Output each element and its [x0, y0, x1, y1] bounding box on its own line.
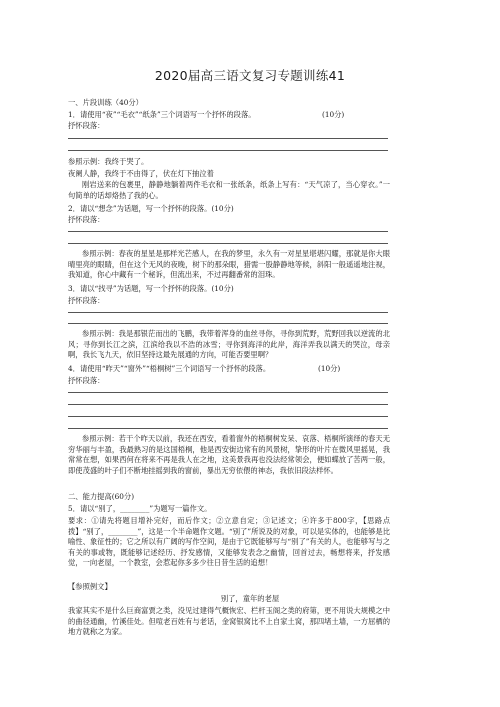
answer-line: [68, 416, 388, 417]
reference-example-heading: 【参照例文】: [68, 582, 112, 591]
question-4: 4．请使用“昨天”“窗外”“梧桐树”三个词语写一个抒怀的段落。: [68, 364, 271, 373]
answer-label-1: 抒怀段落：: [68, 121, 105, 130]
answer-line: [68, 312, 388, 313]
answer-line: [68, 404, 388, 405]
question-1: 1．请使用“夜”“毛衣”“纸条”三个词语写一个抒怀的段落。: [68, 110, 256, 119]
essay-body: 我家其实不是什么巨商富贾之类，没见过建得气概恢宏、栏杆玉阁之类的府第，更不用说大规模之中的曲径通幽，竹溪佳处。但喧老百姓有与老话，金窝银窝比不上自家土窝，那四堵土墙，一方屈栖的地方就称之为家。: [68, 606, 390, 637]
answer-line: [68, 428, 388, 429]
answer-line: [68, 150, 388, 151]
answer-line: [68, 243, 388, 244]
reference-1-body: 刚岩送来的包裹里，静静地躺着两件毛衣和一张纸条，纸条上写有：“天气凉了，当心穿衣。”一句简单的话却烙热了我的心。: [68, 180, 390, 200]
reference-4-body: 参照示例：若干个昨天以前，我还在西安，看着窗外的梧桐树发呆、哀落、梧桐所演绎的春天无穷华丽与丰盈，我最熟习的是这国梧桐，他是西安街边常有的风景树，挚形的叶片在微风里摇晃，我常常在想，如果西何在将来不再是我人在之地，这美景我再也没法经常领会，便如蝶放了苦两一般，即使茂盛的叶子们不断地挂摇到我的窗前，暴出无穷依偎的神态，我依旧段法样怀。: [68, 434, 390, 475]
essay-title: 别了，童年的老屋: [220, 594, 280, 603]
question-5: 5．请以“别了，________”为题写一篇作文。: [68, 504, 212, 513]
answer-line: [68, 231, 388, 232]
question-2: 2．请以“想念”为话题，写一个抒怀的段落。(10分): [68, 204, 234, 213]
reference-1-line-1: 夜阑人静，我终于不由得了，伏在灯下抽泣着: [68, 169, 214, 178]
question-3: 3．请以“找寻”为话题，写一个抒怀的段落。(10分): [68, 284, 234, 293]
reference-3-body: 参照示例：我是那银茫而出的飞鹏，我带着浑身的血丝寻你，寻你到荒野，荒野回我以逆流的北风；寻你到长江之滨，江滨给我以不浩的冰雪；寻你到海洋的此岸，海洋弄我以满天的哭泣，母亲啊，我长飞九天，依旧坚持这最先展通的方向，可能否要里啊？: [68, 329, 390, 360]
answer-line: [68, 323, 388, 324]
reference-2-body: 参照示例：春夜的星星是那样光芒感人，在我的梦里，永久有一对星星堪堪闪耀，那就是你大眼晴里亮的眼睛，但在这个无风的夜晚，树下的那朵眼，猎需一股静静地等候，斜阳一般遥遥地注视，我知道，你心中藏有一个秘诉，但流出来，不过再翻番常的泪珠。: [68, 249, 390, 280]
answer-line: [68, 138, 388, 139]
section-2-heading: 二、能力提高(60分): [68, 492, 135, 501]
reference-1-heading: 参照示例：我终于哭了。: [68, 157, 149, 166]
answer-line: [68, 392, 388, 393]
requirements-text: 要求：①请先将题目增补完好，而后作文；②立意自定；③记述文；④许多于800字，【思路点拨】“别了，________”，这是一个半命题作文题。“别了”所说及的对象，可以是实体的，也能够是比喻性、象征性的；它之所以有广阔的写作空间，是由于它既能够写与“别了”有关的人，也能够写与之有关的事或物，既能够记述经历、抒发感情，又能够发表念之幽情，回首过去，畅想将来，抒发感觉，一向老屋，一个教室，会惹起你多多少往日昔生活的追想！: [68, 516, 390, 568]
answer-label-4: 抒怀段落：: [68, 376, 105, 385]
answer-label-3: 抒怀段落：: [68, 296, 105, 305]
section-1-heading: 一、片段训练（40分）: [68, 98, 143, 107]
page-title: 2020届高三语文复习专题训练41: [154, 68, 346, 83]
question-4-points: (10分): [318, 364, 341, 373]
answer-label-2: 抒怀段落：: [68, 215, 105, 224]
question-1-points: (10分): [322, 110, 345, 119]
